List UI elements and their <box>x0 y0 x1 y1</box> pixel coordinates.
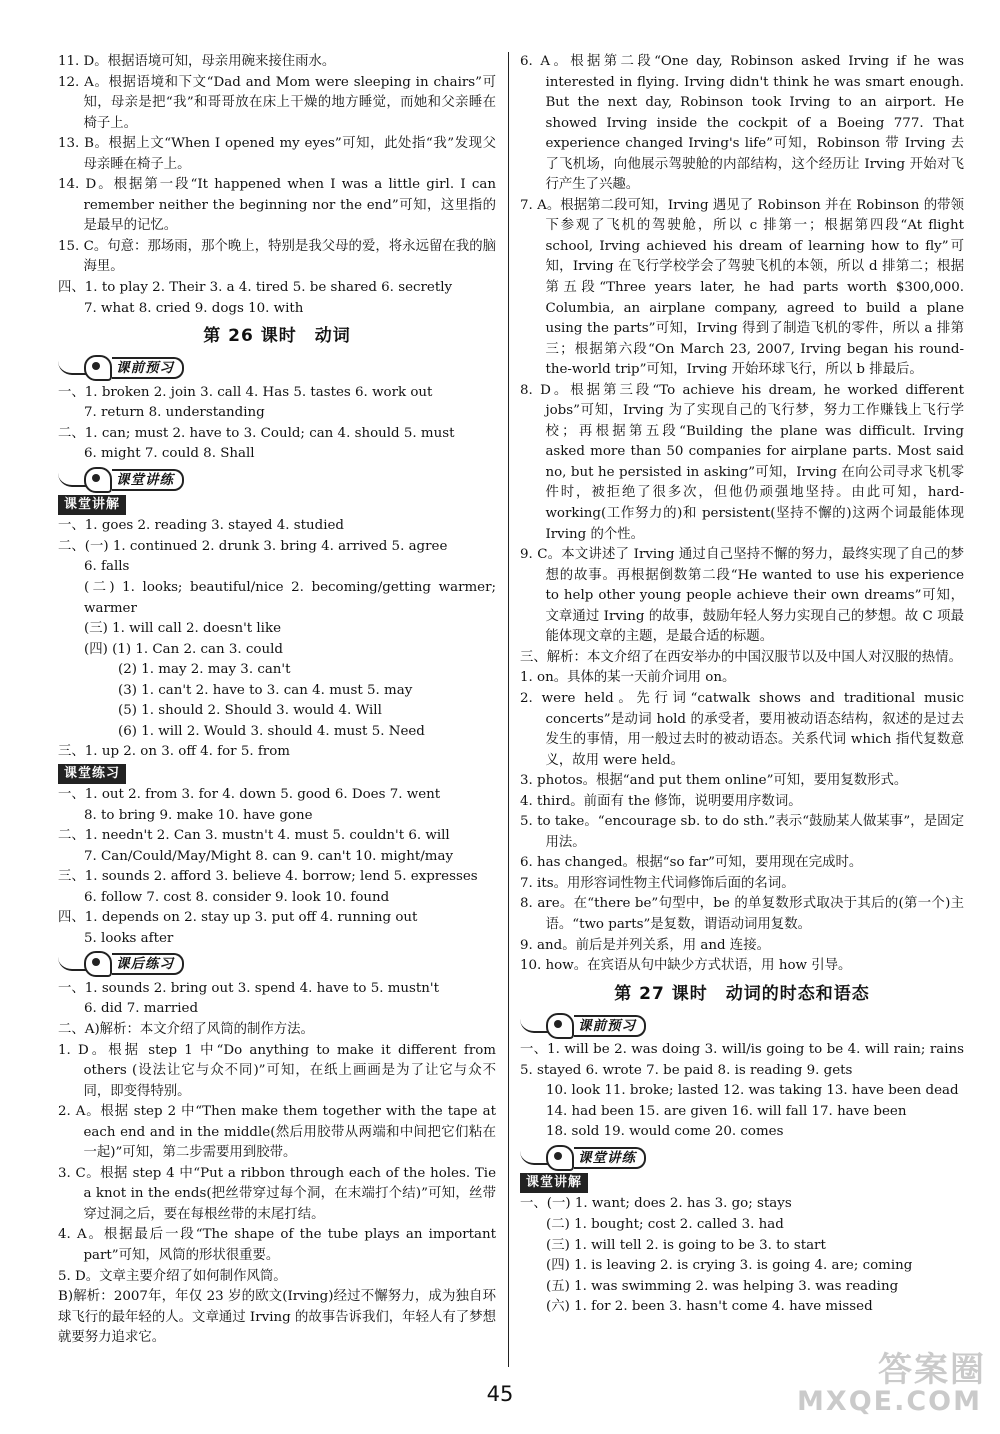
answer-line: 10. how。在宾语从句中缺少方式状语，用 how 引导。 <box>520 958 852 974</box>
lesson-title <box>58 323 496 349</box>
answer-line: 9. and。前后是并列关系，用 and 连接。 <box>520 937 770 953</box>
answer-line: 6. follow 7. cost 8. consider 9. look 10. found <box>84 889 390 905</box>
answer-line: 7. return 8. understanding <box>84 405 265 421</box>
lesson-title <box>520 981 964 1007</box>
answer-line: (三) 1. will call 2. doesn't like <box>84 621 282 637</box>
answer-line: 7. A。根据第二段可知，Irving 遇见了 Robinson 并在 Robinson 的带领下参观了飞机的驾驶舱，所以 c 排第一；根据第四段“At flight school, Irving achieved his dream of learning how to fly”可知，Irving 在飞行学校学会了驾驶飞机的本领，所以 d 排第二；根据第五段“Three years later, he had parts worth $300,000. Columbia, an airplane company, agreed to build a plane using the parts”可知，Irving 得到了制造飞机的零件，所以 a 排第三；根据第六段“On March 23, 2007, Irving began his round-the-world trip”可知，Irving 开始环球飞行，所以 b 排最后。 <box>520 197 964 378</box>
subsection-label: 课堂讲解 <box>58 495 126 515</box>
section-banner-label: 课前预习 <box>574 1015 646 1037</box>
page-number: 45 <box>486 1382 514 1406</box>
watermark-line2: MXQE.COM <box>797 1386 982 1417</box>
answer-line: 一、1. goes 2. reading 3. stayed 4. studied <box>58 518 344 534</box>
section-banner-label: 课前预习 <box>112 357 184 379</box>
answer-line: (五) 1. was swimming 2. was helping 3. was reading <box>546 1278 899 1294</box>
answer-line: 14. had been 15. are given 16. will fall 17. have been <box>546 1103 907 1119</box>
answer-line: (3) 1. can't 2. have to 3. can 4. must 5. may <box>118 682 413 698</box>
answer-line: (二) 1. looks; beautiful/nice 2. becoming/getting warmer; warmer <box>84 580 496 616</box>
bird-icon <box>546 1145 574 1171</box>
answer-line: 4. A。根据最后一段“The shape of the tube plays an important part”可知，风筒的形状很重要。 <box>58 1227 496 1263</box>
answer-line: 6. A。根据第二段“One day, Robinson asked Irving if he was interested in flying. Irving didn't think he was smart enough. But the next day, Robinson took Irving to an airport. He showed Irving inside the cockpit of a Boeing 777. That experience changed Irving's life”可知，Robinson 带 Irving 去了飞机场，向他展示驾驶舱的内部结构，这个经历让 Irving 开始对飞行产生了兴趣。 <box>520 54 964 193</box>
answer-line: 6. falls <box>84 559 130 575</box>
answer-line: 5. looks after <box>84 930 174 946</box>
answer-line: 5. to take。“encourage sb. to do sth.”表示“鼓励某人做某事”，是固定用法。 <box>520 814 964 850</box>
answer-line: 二、(一) 1. continued 2. drunk 3. bring 4. arrived 5. agree <box>58 538 448 554</box>
answer-line: 2. A。根据 step 2 中“Then make them together with the tape at each end and in the middle(然后用胶带从两端和中间把它们粘在一起)”可知，第二步需要用到胶带。 <box>58 1104 496 1161</box>
bird-icon <box>84 355 112 381</box>
answer-line: 2. were held。先行词“catwalk shows and traditional music concerts”是动词 hold 的承受者，要用被动语态结构，叙述的是过去发生的事情，用一般过去时的被动语态。关系代词 which 指代复数意义，故用 were held。 <box>520 690 964 768</box>
answer-line: 一、1. will be 2. was doing 3. will/is going to be 4. will rain; rains 5. stayed 6. wrote 7. be paid 8. is reading 9. gets <box>520 1042 964 1078</box>
answer-line: 一、(一) 1. want; does 2. has 3. go; stays <box>520 1196 792 1212</box>
answer-line: 8. are。在“there be”句型中，be 的单复数形式取决于其后的(第一个)主语。“two parts”是复数，谓语动词用复数。 <box>520 896 964 932</box>
bird-icon <box>546 1013 574 1039</box>
answer-line: 二、A)解析：本文介绍了风筒的制作方法。 <box>58 1021 314 1037</box>
answer-line: 8. to bring 9. make 10. have gone <box>84 807 313 823</box>
answer-line: 13. B。根据上文“When I opened my eyes”可知，此处指“我”发现父母亲睡在椅子上。 <box>58 136 496 172</box>
answer-line: 8. D。根据第三段“To achieve his dream, he worked different jobs”可知，Irving 为了实现自己的飞行梦，努力工作赚钱上飞行学校；再根据第五段“Building the plane was difficult. Irving asked more than 50 companies for airplane parts. Most said no, but he persisted in asking”可知，Irving 在向公司寻求飞机零件时，被拒绝了很多次，但他仍顽强地坚持。由此可知，hard-working(工作努力的)和 persistent(坚持不懈的)这两个词最能体现 Irving 的个性。 <box>520 382 964 542</box>
answer-line: 7. Can/Could/May/Might 8. can 9. can't 10. might/may <box>84 848 454 864</box>
answer-line: 9. C。本文讲述了 Irving 通过自己坚持不懈的努力，最终实现了自己的梦想的故事。再根据倒数第二段“He wanted to use his experience to help other young people achieve their own dreams”可知，文章通过 Irving 的故事，鼓励年轻人努力实现自己的梦想。故 C 项最能体现文章的主题，是最合适的标题。 <box>520 547 964 645</box>
subsection-label: 课堂练习 <box>58 764 126 784</box>
section-banner <box>58 356 184 380</box>
lesson-topic: 动词的时态和语态 <box>725 983 870 1004</box>
lesson-number: 第 26 课时 <box>203 326 297 347</box>
answer-line: 一、1. sounds 2. bring out 3. spend 4. have to 5. mustn't <box>58 980 439 996</box>
subsection-label: 课堂讲解 <box>520 1173 588 1193</box>
answer-line: 一、1. out 2. from 3. for 4. down 5. good 6. Does 7. went <box>58 786 441 802</box>
answer-line: 15. C。句意：那场雨，那个晚上，特别是我父母的爱，将永远留在我的脑海里。 <box>58 238 496 275</box>
answer-line: 四、1. to play 2. Their 3. a 4. tired 5. be shared 6. secretly <box>58 280 453 296</box>
section-banner <box>520 1014 646 1038</box>
answer-line: 四、1. depends on 2. stay up 3. put off 4. running out <box>58 910 418 926</box>
bird-icon <box>84 951 112 977</box>
answer-line: 18. sold 19. would come 20. comes <box>546 1124 784 1140</box>
answer-line: (2) 1. may 2. may 3. can't <box>118 662 291 678</box>
answer-line: 12. A。根据语境和下文“Dad and Mom were sleeping in chairs”可知，母亲是把“我”和哥哥放在床上干燥的地方睡觉，而她和父亲睡在椅子上。 <box>58 74 496 131</box>
answer-line: 6. did 7. married <box>84 1001 199 1017</box>
answer-line: (四) (1) 1. Can 2. can 3. could <box>84 641 283 657</box>
left-column <box>58 52 496 1349</box>
answer-line: 11. D。根据语境可知，母亲用碗来接住雨水。 <box>58 54 336 69</box>
lesson-number: 第 27 课时 <box>614 983 708 1004</box>
section-banner <box>58 468 184 492</box>
answer-line: (5) 1. should 2. Should 3. would 4. Will <box>118 703 382 719</box>
answer-line: 三、1. up 2. on 3. off 4. for 5. from <box>58 744 290 760</box>
answer-line: 4. third。前面有 the 修饰，说明要用序数词。 <box>520 793 802 809</box>
answer-line: B)解析：2007年，年仅 23 岁的欧文(Irving)经过不懈努力，成为独自环球飞行的最年轻的人。文章通过 Irving 的故事告诉我们，年轻人有了梦想就要努力追求它。 <box>58 1289 496 1346</box>
answer-line: 三、1. sounds 2. afford 3. believe 4. borrow; lend 5. expresses <box>58 869 478 885</box>
answer-line: 6. might 7. could 8. Shall <box>84 446 255 462</box>
answer-line: 3. photos。根据“and put them online”可知，要用复数形式。 <box>520 773 908 789</box>
column-divider <box>508 52 509 1367</box>
answer-line: (6) 1. will 2. Would 3. should 4. must 5. Need <box>118 723 425 739</box>
section-banner-label: 课堂讲练 <box>112 469 184 491</box>
answer-line: (四) 1. is leaving 2. is crying 3. is going 4. are; coming <box>546 1258 913 1274</box>
answer-line: 14. D。根据第一段“It happened when I was a little girl. I can remember neither the beginning nor the end”可知，这里指的是最早的记忆。 <box>58 177 496 234</box>
watermark-line1: 答案圈 <box>878 1350 986 1390</box>
section-banner <box>58 952 184 976</box>
bird-icon <box>84 467 112 493</box>
answer-line: 一、1. broken 2. join 3. call 4. Has 5. tastes 6. work out <box>58 384 433 400</box>
answer-line: (二) 1. bought; cost 2. called 3. had <box>546 1216 784 1232</box>
answer-line: 7. what 8. cried 9. dogs 10. with <box>84 300 304 316</box>
answer-line: 1. on。具体的某一天前介词用 on。 <box>520 670 736 686</box>
answer-line: (六) 1. for 2. been 3. hasn't come 4. have missed <box>546 1299 873 1315</box>
section-banner-label: 课后练习 <box>112 953 184 975</box>
watermark-logo <box>797 1342 986 1428</box>
answer-line: 7. its。用形容词性物主代词修饰后面的名词。 <box>520 875 795 891</box>
section-banner <box>520 1146 646 1170</box>
answer-line: 二、1. can; must 2. have to 3. Could; can 4. should 5. must <box>58 425 455 441</box>
answer-line: 3. C。根据 step 4 中“Put a ribbon through each of the holes. Tie a knot in the ends(把丝带穿过每个洞，在末端打个结)”可知，丝带穿过洞之后，要在每根丝带的末尾打结。 <box>58 1165 496 1222</box>
answer-line: 10. look 11. broke; lasted 12. was taking 13. have been dead <box>546 1083 959 1099</box>
answer-line: 1. D。根据 step 1 中“Do anything to make it different from others (设法让它与众不同)”可知，在纸上画画是为了让它与众不同，即变得特别。 <box>58 1042 496 1099</box>
lesson-topic: 动词 <box>314 326 351 347</box>
answer-line: 三、解析：本文介绍了在西安举办的中国汉服节以及中国人对汉服的热情。 <box>520 649 962 665</box>
right-column <box>520 52 964 1318</box>
answer-line: 二、1. needn't 2. Can 3. mustn't 4. must 5. couldn't 6. will <box>58 828 450 844</box>
answer-line: 6. has changed。根据“so far”可知，要用现在完成时。 <box>520 855 863 871</box>
answer-line: (三) 1. will tell 2. is going to be 3. to start <box>546 1237 826 1253</box>
section-banner-label: 课堂讲练 <box>574 1147 646 1169</box>
answer-line: 5. D。文章主要介绍了如何制作风筒。 <box>58 1268 287 1284</box>
